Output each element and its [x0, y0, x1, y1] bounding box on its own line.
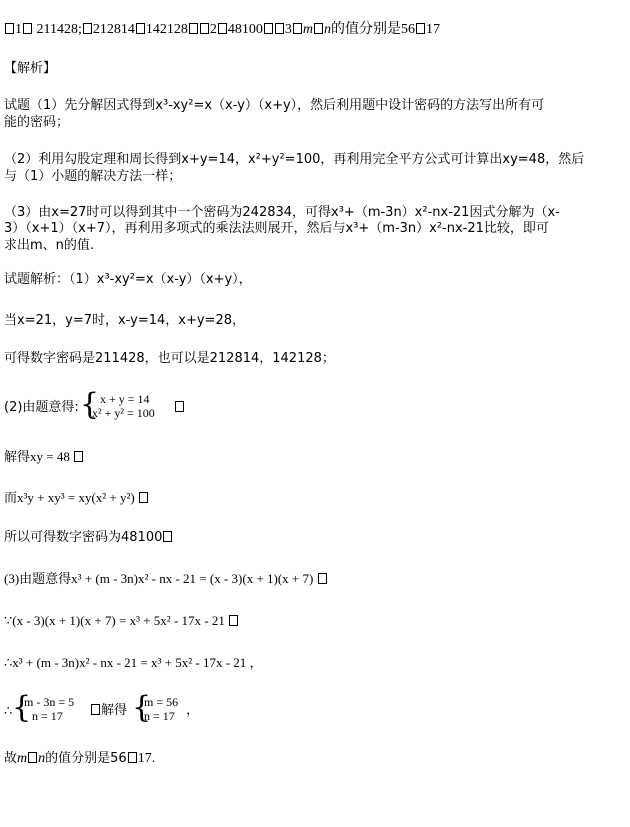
- solution-5: [4, 449, 84, 465]
- solution-3: 可得数字密码是211428，也可以是212814，142128；: [4, 351, 335, 366]
- analysis-2-line-1: （2）利用勾股定理和周长得到x+y=14，x²+y²=100，再利用完全平方公式可计算出xy=48，然后: [4, 152, 585, 167]
- answer-part: 的值分别是56: [331, 22, 415, 37]
- answer-part: 142128: [145, 22, 188, 37]
- equation-system-3a: [24, 695, 74, 723]
- solution-10: ∴x³ + (m - 3n)x² - nx - 21 = x³ + 5x² - 17x - 21 ，: [4, 655, 263, 670]
- missing-glyph: [175, 401, 184, 412]
- solution-12-body: 的值分别是56: [45, 751, 127, 766]
- left-brace: {: [132, 690, 152, 725]
- missing-glyph: [293, 23, 302, 34]
- analysis-2-line-2: 与（1）小题的解决方法一样；: [4, 169, 182, 184]
- answer-part: 17: [426, 22, 440, 37]
- therefore-sign: ∴: [4, 703, 13, 718]
- left-brace: {: [12, 690, 32, 725]
- analysis-heading: 【解析】: [4, 61, 57, 76]
- solution-12: [4, 751, 155, 767]
- answer-part: 48100: [227, 22, 263, 37]
- answer-line: [4, 22, 440, 38]
- solution-12-prefix: 故: [4, 751, 18, 766]
- solution-9-text: ∵(x - 3)(x + 1)(x + 7) = x³ + 5x² - 17x - 21: [4, 613, 225, 628]
- equation-system-2: [92, 392, 155, 420]
- missing-glyph: [83, 23, 92, 34]
- analysis-1-line-1: 试题（1）先分解因式得到x³-xy²=x（x-y）（x+y），然后利用题中设计密码的方法写出所有可: [4, 98, 545, 113]
- solution-7: [4, 530, 173, 546]
- solution-11-middle: [90, 703, 127, 719]
- solution-9: [4, 613, 239, 629]
- missing-glyph-container: [174, 400, 185, 416]
- solution-6-text: 而x³y + xy³ = xy(x² + y²): [4, 490, 135, 505]
- missing-glyph: [189, 23, 198, 34]
- missing-glyph: [275, 23, 284, 34]
- var-m: m: [302, 22, 313, 37]
- missing-glyph: [74, 451, 83, 462]
- answer-part: 211428;: [33, 22, 82, 37]
- solution-8: [4, 571, 328, 587]
- missing-glyph: [163, 531, 172, 542]
- equation-system-3b: [144, 695, 178, 723]
- equation: n = 17: [32, 709, 63, 723]
- equation: m = 56: [144, 695, 179, 709]
- var-n: n: [324, 22, 331, 37]
- missing-glyph: [200, 23, 209, 34]
- missing-glyph: [5, 23, 14, 34]
- missing-glyph: [28, 752, 37, 763]
- analysis-3-line-2: 3）（x+1）（x+7），再利用多项式的乘法法则展开，然后与x³+（m-3n）x²-nx-21比较，即可: [4, 221, 549, 236]
- equation: m - 3n = 5: [24, 695, 75, 709]
- solution-11-end: ，: [186, 703, 200, 718]
- solution-12-end: 17.: [137, 751, 156, 766]
- missing-glyph: [229, 615, 238, 626]
- var-m: m: [17, 751, 28, 766]
- answer-part: 1: [15, 22, 22, 37]
- missing-glyph: [318, 573, 327, 584]
- missing-glyph: [314, 23, 323, 34]
- var-n: n: [38, 751, 46, 766]
- equation: x² + y² = 100: [92, 406, 155, 420]
- analysis-1-line-2: 能的密码；: [4, 115, 70, 130]
- answer-part: 2: [209, 22, 217, 37]
- equation: n = 17: [144, 709, 175, 723]
- equation: x + y = 14: [100, 392, 150, 406]
- missing-glyph: [136, 23, 145, 34]
- left-brace: {: [80, 387, 100, 422]
- solution-2: 当x=21，y=7时，x-y=14，x+y=28，: [4, 313, 245, 328]
- missing-glyph: [416, 23, 425, 34]
- missing-glyph: [264, 23, 273, 34]
- missing-glyph: [91, 704, 100, 715]
- solution-5-text: 解得xy = 48: [4, 449, 70, 464]
- answer-part: 212814: [92, 22, 135, 37]
- solution-11-solve-word: 解得: [101, 703, 128, 718]
- analysis-3-line-3: 求出m、n的值.: [4, 238, 95, 253]
- solution-8-text: (3)由题意得x³ + (m - 3n)x² - nx - 21 = (x - 3)(x + 1)(x + 7): [4, 571, 314, 586]
- missing-glyph: [218, 23, 227, 34]
- solution-6: [4, 490, 149, 506]
- missing-glyph: [139, 492, 148, 503]
- solution-1: 试题解析：（1）x³-xy²=x（x-y）（x+y），: [4, 272, 252, 287]
- missing-glyph: [23, 23, 32, 34]
- analysis-3-line-1: （3）由x=27时可以得到其中一个密码为242834，可得x³+（m-3n）x²-nx-21因式分解为（x-: [4, 205, 560, 220]
- answer-part: 3: [284, 22, 292, 37]
- solution-7-text: 所以可得数字密码为48100: [4, 530, 163, 545]
- solution-4-prefix: (2)由题意得:: [4, 400, 79, 415]
- missing-glyph: [128, 752, 137, 763]
